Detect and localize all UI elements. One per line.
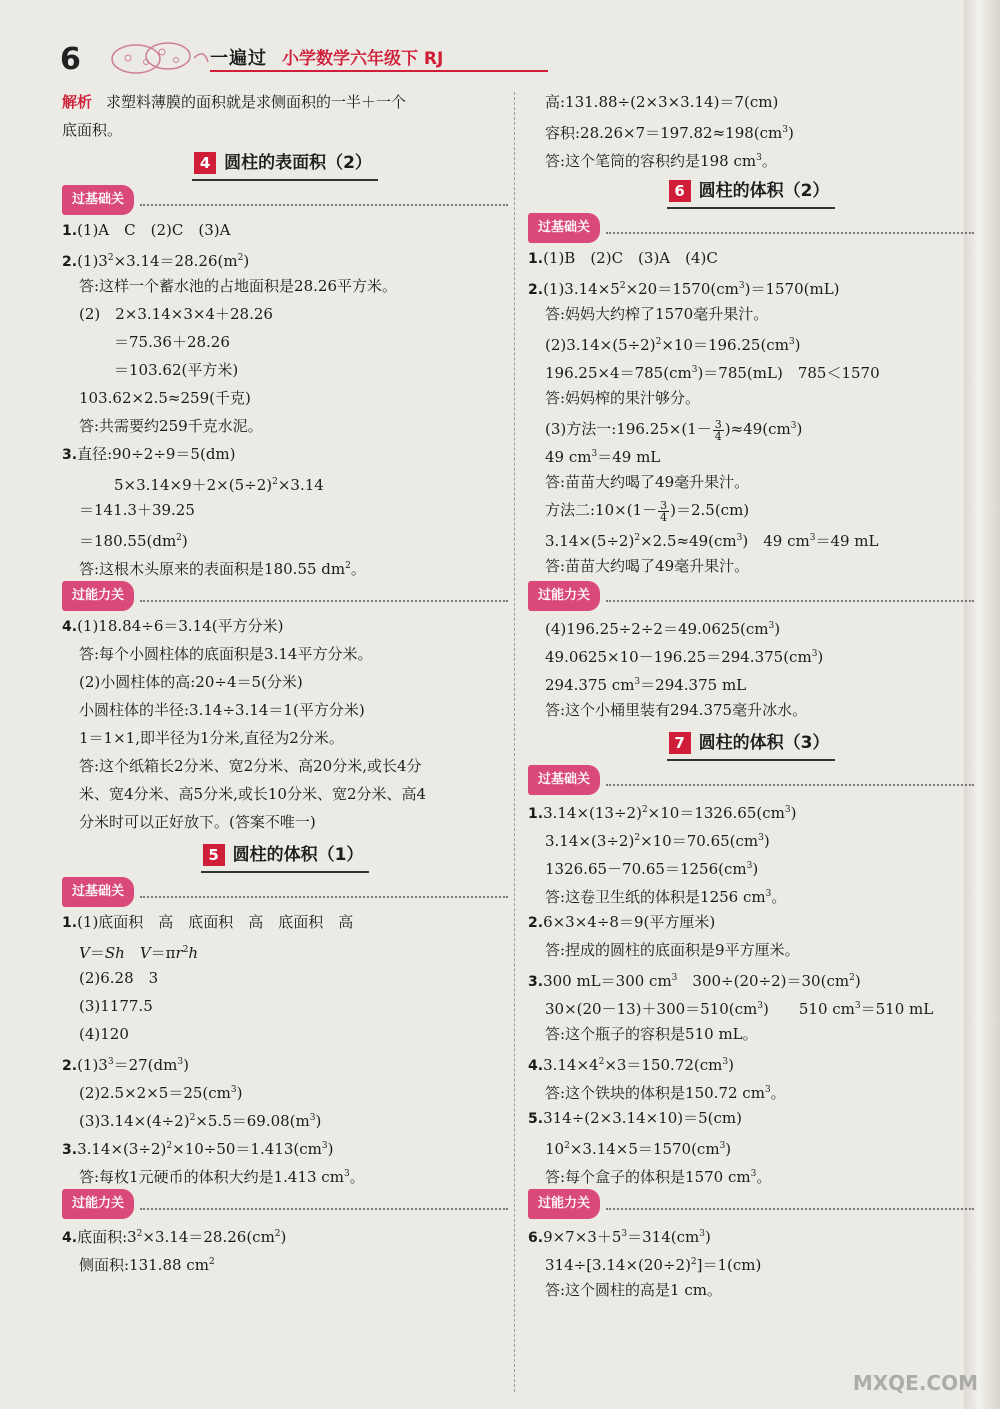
question-number: 4. bbox=[62, 1230, 78, 1246]
page-header bbox=[60, 38, 490, 78]
question-line bbox=[62, 908, 508, 936]
question-number: 2. bbox=[528, 282, 544, 298]
dotted-rule bbox=[140, 1198, 508, 1210]
answer-text: 300 mL＝300 $cm^3$ $300\div(20\div 2)=30(cm^2)$ bbox=[543, 972, 861, 990]
level-tag-row bbox=[528, 764, 974, 796]
answer-line: $3.14\times(5\div 2)^2\times 2.5\approx 49(cm^3)$ 49 $cm^3=49$ mL bbox=[545, 532, 879, 550]
answer-line: $=180.55(dm^2)$ bbox=[79, 532, 188, 550]
answer-line: (2) 2×3.14×3×4＋28.26 bbox=[79, 305, 273, 323]
answer-line: 容积$:28.26\times 7=197.82\approx 198(cm^3)$ bbox=[545, 124, 794, 142]
level-tag: 过能力关 bbox=[528, 1189, 600, 1219]
level-tag-row bbox=[62, 184, 508, 216]
level-tag-row bbox=[62, 876, 508, 908]
question-line bbox=[62, 1132, 508, 1160]
level-tag: 过基础关 bbox=[528, 213, 600, 243]
header-underline bbox=[210, 70, 548, 72]
section-number: 5 bbox=[203, 844, 225, 866]
section-heading bbox=[62, 144, 508, 184]
question-number: 2. bbox=[528, 915, 544, 931]
dotted-rule bbox=[606, 222, 974, 234]
answer-line: 答:这根木头原来的表面积是180.55 $dm^2$。 bbox=[79, 560, 366, 578]
question-number: 1. bbox=[62, 223, 78, 239]
answer-text: (1)A C (2)C (3)A bbox=[77, 221, 231, 239]
answer-line: 底面积。 bbox=[62, 121, 123, 139]
level-tag-row bbox=[528, 580, 974, 612]
question-line bbox=[62, 612, 508, 640]
analysis-label: 解析 bbox=[62, 93, 93, 111]
answer-text: 314÷(2×3.14×10)＝5(cm) bbox=[543, 1109, 743, 1127]
question-line bbox=[62, 440, 508, 468]
question-number: 2. bbox=[62, 254, 78, 270]
brand-title: 一遍过 bbox=[210, 48, 267, 69]
answer-text: $3.14\times(3\div 2)^2\times 10\div 50=1.413(cm^3)$ bbox=[77, 1140, 334, 1158]
column-divider bbox=[514, 92, 515, 1392]
dotted-rule bbox=[140, 194, 508, 206]
question-line bbox=[62, 216, 508, 244]
answer-line: $(3)3.14\times(4\div 2)^2\times 5.5=69.08(m^3)$ bbox=[79, 1112, 322, 1130]
answer-line: 答:苗苗大约喝了49毫升果汁。 bbox=[545, 473, 750, 491]
answer-line: $196.25\times 4=785(cm^3)=785(mL)$ 785＜1570 bbox=[545, 364, 880, 382]
question-line bbox=[62, 1220, 508, 1248]
question-number: 1. bbox=[62, 915, 78, 931]
level-tag-row bbox=[528, 1188, 974, 1220]
answer-text: $3.14\times 4^2\times 3=150.72(cm^3)$ bbox=[543, 1056, 734, 1074]
answer-line: $49.0625\times 10-196.25=294.375(cm^3)$ bbox=[545, 648, 824, 666]
answer-text: (1)底面积 高 底面积 高 底面积 高 bbox=[77, 913, 354, 931]
question-line bbox=[528, 964, 974, 992]
answer-line: (3)方法一:196.25×(1－ $\frac{3}{4}$ )$\approx 49(cm^3)$ bbox=[545, 417, 803, 443]
section-name: 圆柱的体积（3） bbox=[698, 733, 830, 753]
answer-line: 答:这个圆柱的高是1 cm。 bbox=[545, 1281, 722, 1299]
question-number: 2. bbox=[62, 1058, 78, 1074]
question-line bbox=[528, 1220, 974, 1248]
answer-line: 103.62×2.5≈259(千克) bbox=[79, 389, 251, 407]
answer-line: $(2)3.14\times(5\div 2)^2\times 10=196.25(cm^3)$ bbox=[545, 336, 801, 354]
section-title-box bbox=[192, 147, 378, 181]
answer-line: 侧面积:131.88 $cm^2$ bbox=[79, 1256, 215, 1274]
section-heading bbox=[528, 724, 974, 764]
question-number: 3. bbox=[62, 1142, 78, 1158]
section-heading bbox=[528, 172, 974, 212]
answer-line: 答:这个瓶子的容积是510 mL。 bbox=[545, 1025, 758, 1043]
analysis-text: 求塑料薄膜的面积就是求侧面积的一半＋一个 bbox=[106, 93, 407, 111]
answer-line: 米、宽4分米、高5分米,或长10分米、宽2分米、高4 bbox=[79, 785, 427, 803]
answer-text: (1)18.84÷6＝3.14(平方分米) bbox=[77, 617, 284, 635]
dotted-rule bbox=[140, 886, 508, 898]
question-line bbox=[62, 1048, 508, 1076]
answer-line: 294.375 $cm^3=294.375$ mL bbox=[545, 676, 747, 694]
subject-title: 小学数学六年级下 RJ bbox=[282, 49, 444, 69]
answer-text: $(1)3^2\times 3.14=28.26(m^2)$ bbox=[77, 252, 250, 270]
answer-line: 小圆柱体的半径:3.14÷3.14＝1(平方分米) bbox=[79, 701, 365, 719]
answer-line: (2)6.28 3 bbox=[79, 969, 159, 987]
level-tag: 过能力关 bbox=[528, 581, 600, 611]
answer-text: (1)B (2)C (3)A (4)C bbox=[543, 249, 718, 267]
answer-line: 答:妈妈大约榨了1570毫升果汁。 bbox=[545, 305, 769, 323]
answer-text: $3.14\times(13\div 2)^2\times 10=1326.65(cm^3)$ bbox=[543, 804, 797, 822]
answer-line: 答:捏成的圆柱的底面积是9平方厘米。 bbox=[545, 941, 800, 959]
question-number: 3. bbox=[528, 974, 544, 990]
section-title-box bbox=[201, 839, 370, 873]
watermark bbox=[818, 1325, 978, 1395]
answer-line: ＝75.36＋28.26 bbox=[114, 333, 230, 351]
answer-line: (4)120 bbox=[79, 1025, 129, 1043]
question-number: 5. bbox=[528, 1111, 544, 1127]
question-number: 1. bbox=[528, 251, 544, 267]
section-heading bbox=[62, 836, 508, 876]
section-number: 4 bbox=[194, 152, 216, 174]
question-line bbox=[528, 1048, 974, 1076]
section-title-box bbox=[667, 727, 836, 761]
answer-line: $(4)196.25\div 2\div 2=49.0625(cm^3)$ bbox=[545, 620, 781, 638]
answer-text: 直径:90÷2÷9＝5(dm) bbox=[77, 445, 236, 463]
question-number: 4. bbox=[62, 619, 78, 635]
question-line bbox=[528, 244, 974, 272]
question-number: 4. bbox=[528, 1058, 544, 1074]
left-column bbox=[62, 88, 508, 1276]
answer-line: 49 $cm^3=49$ mL bbox=[545, 448, 661, 466]
answer-line: (2)小圆柱体的高:20÷4＝5(分米) bbox=[79, 673, 303, 691]
answer-line: 答:每个盒子的体积是1570 $cm^3$。 bbox=[545, 1168, 772, 1186]
dotted-rule bbox=[606, 590, 974, 602]
answer-line: $5\times 3.14\times 9+2\times(5\div 2)^2\times 3.14$ bbox=[114, 476, 324, 494]
answer-line: 答:共需要约259千克水泥。 bbox=[79, 417, 263, 435]
answer-line: V＝Sh $V=\pi r^2h$ bbox=[79, 944, 199, 962]
answer-line: 答:这卷卫生纸的体积是1256 $cm^3$。 bbox=[545, 888, 787, 906]
answer-line: (3)1177.5 bbox=[79, 997, 153, 1015]
answer-line: 答:这个小桶里装有294.375毫升冰水。 bbox=[545, 701, 808, 719]
answer-text: 底面积$:3^2\times 3.14=28.26(cm^2)$ bbox=[77, 1228, 287, 1246]
question-line bbox=[62, 244, 508, 272]
answer-line: $1326.65-70.65=1256(cm^3)$ bbox=[545, 860, 759, 878]
answer-text: $(1)3^3=27(dm^3)$ bbox=[77, 1056, 189, 1074]
watermark-text: MXQE.COM bbox=[852, 1371, 978, 1395]
level-tag-row bbox=[62, 1188, 508, 1220]
level-tag-row bbox=[528, 212, 974, 244]
question-number: 6. bbox=[528, 1230, 544, 1246]
answer-line: 答:苗苗大约喝了49毫升果汁。 bbox=[545, 557, 750, 575]
answer-line: 答:妈妈榨的果汁够分。 bbox=[545, 389, 701, 407]
analysis-line bbox=[62, 88, 508, 116]
level-tag: 过能力关 bbox=[62, 1189, 134, 1219]
section-title-box bbox=[667, 175, 836, 209]
question-number: 1. bbox=[528, 806, 544, 822]
dotted-rule bbox=[606, 774, 974, 786]
answer-line: ＝103.62(平方米) bbox=[114, 361, 239, 379]
section-number: 7 bbox=[669, 732, 691, 754]
answer-line: 答:每枚1元硬币的体积大约是1.413 $cm^3$。 bbox=[79, 1168, 365, 1186]
answer-line: $314\div[3.14\times(20\div 2)^2]=1(cm)$ bbox=[545, 1256, 762, 1274]
dotted-rule bbox=[140, 590, 508, 602]
answer-line: 高:131.88÷(2×3×3.14)＝7(cm) bbox=[545, 93, 779, 111]
answer-line: 1＝1×1,即半径为1分米,直径为2分米。 bbox=[79, 729, 344, 747]
page-number: 6 bbox=[60, 42, 81, 77]
answer-line: 答:这样一个蓄水池的占地面积是28.26平方米。 bbox=[79, 277, 397, 295]
question-line bbox=[528, 908, 974, 936]
question-line bbox=[528, 1104, 974, 1132]
section-name: 圆柱的体积（1） bbox=[232, 845, 364, 865]
answer-line: $(2)2.5\times 2\times 5=25(cm^3)$ bbox=[79, 1084, 243, 1102]
level-tag: 过能力关 bbox=[62, 581, 134, 611]
dotted-rule bbox=[606, 1198, 974, 1210]
answer-line: 方法二:10×(1－ $\frac{3}{4}$ )＝2.5(cm) bbox=[545, 498, 750, 524]
answer-line: $30\times(20-13)+300=510(cm^3)$ 510 $cm^3=510$ mL bbox=[545, 1000, 934, 1018]
question-number: 3. bbox=[62, 447, 78, 463]
section-name: 圆柱的表面积（2） bbox=[224, 153, 372, 173]
right-column bbox=[528, 88, 974, 1304]
answer-text: 6×3×4÷8＝9(平方厘米) bbox=[543, 913, 716, 931]
question-line bbox=[528, 272, 974, 300]
section-number: 6 bbox=[669, 180, 691, 202]
answer-text: $(1)3.14\times 5^2\times 20=1570(cm^3)=1570(mL)$ bbox=[543, 280, 840, 298]
answer-line: $10^2\times 3.14\times 5=1570(cm^3)$ bbox=[545, 1140, 732, 1158]
section-name: 圆柱的体积（2） bbox=[698, 181, 830, 201]
answer-line: 答:每个小圆柱体的底面积是3.14平方分米。 bbox=[79, 645, 373, 663]
answer-line: 答:这个笔筒的容积约是198 $cm^3$。 bbox=[545, 152, 777, 170]
answer-line: 答:这个纸箱长2分米、宽2分米、高20分米,或长4分 bbox=[79, 757, 422, 775]
question-line bbox=[528, 796, 974, 824]
level-tag: 过基础关 bbox=[62, 185, 134, 215]
answer-line: 答:这个铁块的体积是150.72 $cm^3$。 bbox=[545, 1084, 786, 1102]
level-tag: 过基础关 bbox=[62, 877, 134, 907]
answer-text: $9\times 7\times 3+5^3=314(cm^3)$ bbox=[543, 1228, 711, 1246]
level-tag-row bbox=[62, 580, 508, 612]
answer-line: ＝141.3＋39.25 bbox=[79, 501, 195, 519]
answer-line: $3.14\times(3\div 2)^2\times 10=70.65(cm^3)$ bbox=[545, 832, 770, 850]
level-tag: 过基础关 bbox=[528, 765, 600, 795]
answer-line: 分米时可以正好放下。(答案不唯一) bbox=[79, 813, 316, 831]
